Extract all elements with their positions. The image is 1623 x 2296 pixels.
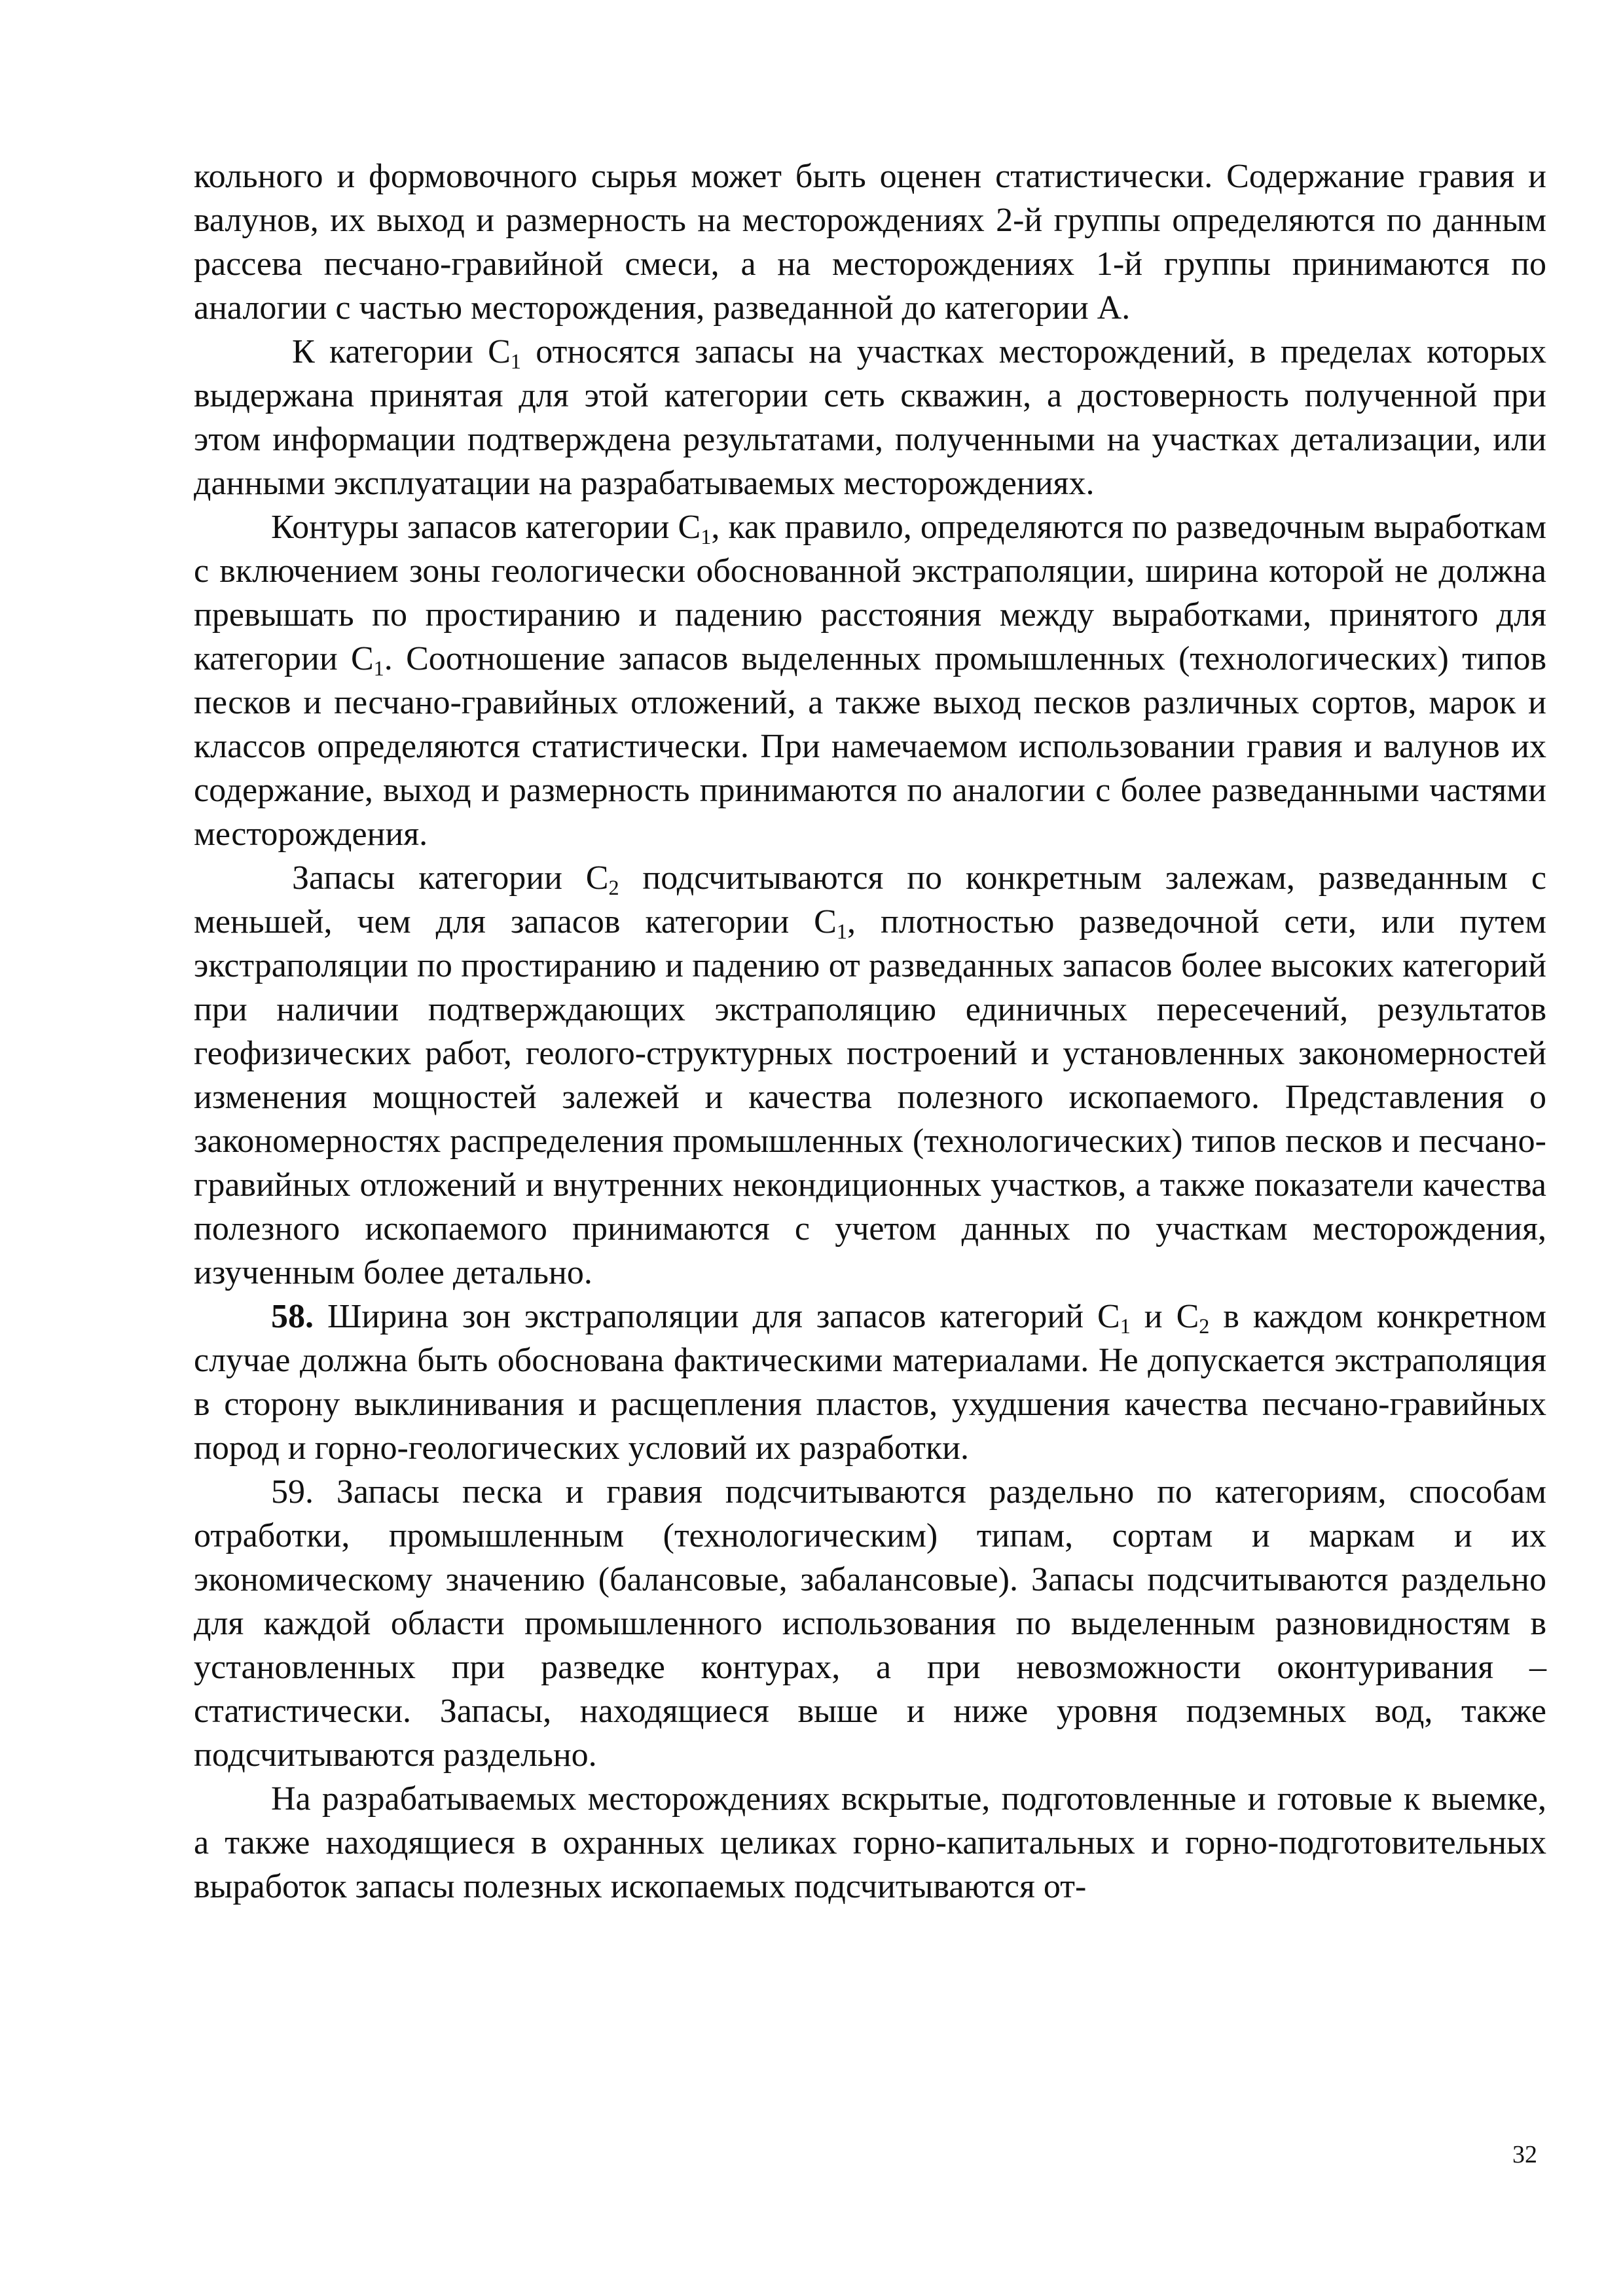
paragraph-3-text-a: Контуры запасов категории С (271, 509, 701, 546)
paragraph-4-text-a: Запасы категории С (292, 859, 609, 897)
paragraph-7: На разрабатываемых месторождениях вскрытые, подготовленные и готовые к выемке, а также находящиеся в охранных целиках горно-капитальных и горно-подготовительных выработок запасы полезных ископаемых подсчитываются от- (194, 1780, 1546, 1905)
paragraph-4-subscript-1: 2 (608, 876, 619, 900)
paragraph-5-number: 58. (271, 1298, 314, 1335)
paragraph-3 (194, 505, 1546, 856)
paragraph-6: 59. Запасы песка и гравия подсчитываются раздельно по категориям, способам отработки, промышленным (технологическим) типам, сортам и маркам и их экономическому значению (балансовые, забалансовые). Запасы подсчитываются раздельно для каждой области промышленного использования по выделенным разновидностям в установленных при разведке контурах, а при невозможности оконтуривания – статистически. Запасы, находящиеся выше и ниже уровня подземных вод, также подсчитываются раздельно. (194, 1473, 1546, 1774)
paragraph-2-text-a: К категории С (292, 333, 511, 370)
document-page (194, 154, 1546, 1909)
paragraph-2-subscript: 1 (510, 350, 521, 374)
paragraph-1: кольного и формовочного сырья может быть оценен статистически. Содержание гравия и валунов, их выход и размерность на месторождениях 2-й группы определяются по данным рассева песчано-гравийной смеси, а на месторождениях 1-й группы принимаются по аналогии с частью месторождения, разведанной до категории А. (194, 158, 1546, 327)
paragraph-3-subscript-1: 1 (701, 525, 712, 549)
paragraph-5-subscript-2: 2 (1199, 1314, 1210, 1338)
page-number: 32 (1512, 2141, 1537, 2168)
paragraph-5-subscript-1: 1 (1120, 1314, 1131, 1338)
paragraph-4-text-b: подсчитываются по конкретным залежам, разведанным с меньшей, чем для запасов категории С (194, 859, 1546, 941)
paragraph-3-text-b: , как правило, определяются по разведочным выработкам с включением зоны геологически обоснованной экстраполяции, ширина которой не должна превышать по простиранию и падению расстояния между выработками, принятого для категории С (194, 509, 1547, 677)
paragraph-3-subscript-2: 1 (373, 656, 384, 681)
paragraph-5-text-c: в каждом конкретном случае должна быть обоснована фактическими материалами. Не допускается экстраполяция в сторону выклинивания и расщепления пластов, ухудшения качества песчано-гравийных пород и горно-геологических условий их разработки. (194, 1298, 1547, 1467)
paragraph-3-text-c: . Соотношение запасов выделенных промышленных (технологических) типов песков и песчано-гравийных отложений, а также выход песков различных сортов, марок и классов определяются статистически. При намечаемом использовании гравия и валунов их содержание, выход и размерность принимаются по аналогии с более разведанными частями месторождения. (194, 640, 1546, 853)
paragraph-4-text-c: , плотностью разведочной сети, или путем экстраполяции по простиранию и падению от разведанных запасов более высоких категорий при наличии подтверждающих экстраполяцию единичных пересечений, результатов геофизических работ, геолого-структурных построений и установленных закономерностей изменения мощностей залежей и качества полезного ископаемого. Представления о закономерностях распределения промышленных (технологических) типов песков и песчано-гравийных отложений и внутренних некондиционных участков, а также показатели качества полезного ископаемого принимаются с учетом данных по участкам месторождения, изученным более детально. (194, 903, 1547, 1291)
paragraph-2 (194, 330, 1546, 505)
paragraph-5 (194, 1295, 1546, 1470)
paragraph-5-text-a: Ширина зон экстраполяции для запасов категорий С (314, 1298, 1120, 1335)
paragraph-4-subscript-2: 1 (836, 920, 847, 944)
paragraph-2-text-b: относятся запасы на участках месторождений, в пределах которых выдержана принятая для этой категории сеть скважин, а достоверность полученной при этом информации подтверждена результатами, полученными на участках детализации, или данными эксплуатации на разрабатываемых месторождениях. (194, 333, 1546, 502)
paragraph-4 (194, 856, 1546, 1295)
paragraph-5-text-b: и С (1130, 1298, 1199, 1335)
